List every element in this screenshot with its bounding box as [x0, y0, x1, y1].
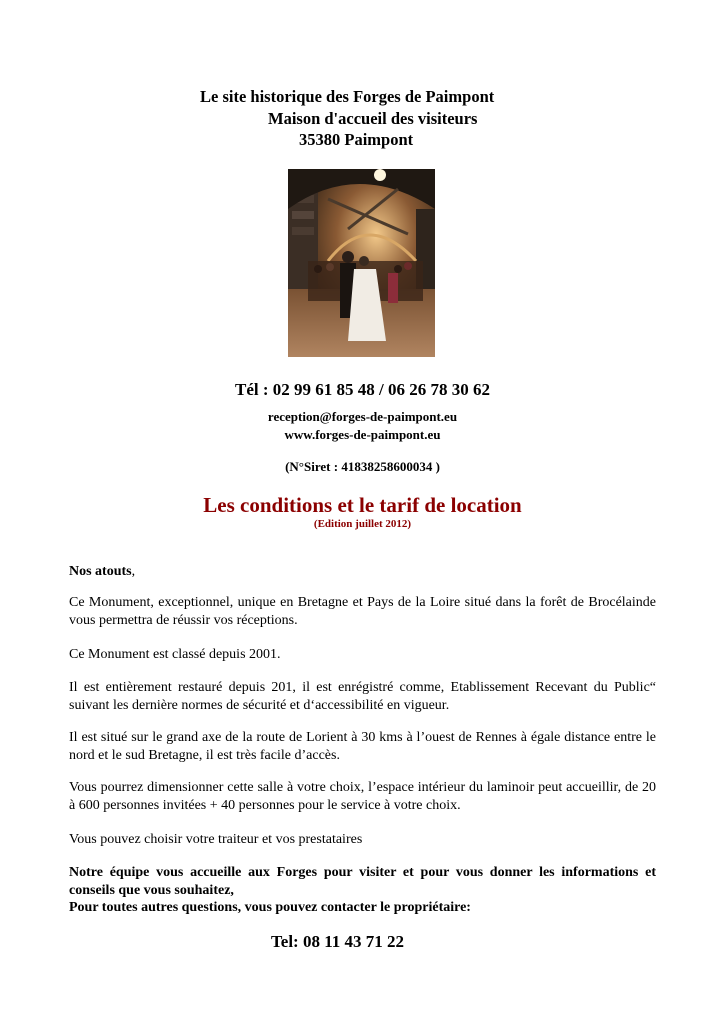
- siret-number: (N°Siret : 41838258600034 ): [285, 459, 440, 474]
- paragraph-5: Vous pourrez dimensionner cette salle à votre choix, l’espace intérieur du laminoir peut accueillir, de 20 à 600 personnes invitées + 40 personnes pour le service à votre choix.: [69, 780, 656, 813]
- contact-phone: Tél : 02 99 61 85 48 / 06 26 78 30 62: [235, 380, 490, 399]
- venue-photo: [288, 169, 435, 357]
- header-postcode: 35380 Paimpont: [299, 130, 414, 149]
- owner-phone: Tel: 08 11 43 71 22: [271, 932, 405, 951]
- edition-date: (Edition juillet 2012): [313, 518, 412, 530]
- header-subtitle: Maison d'accueil des visiteurs: [268, 109, 478, 128]
- intro-bold: Nos atouts: [69, 564, 132, 579]
- header-title: Le site historique des Forges de Paimpont: [200, 87, 495, 106]
- paragraph-8: Pour toutes autres questions, vous pouvez contacter le propriétaire:: [69, 900, 471, 915]
- paragraph-3: Il est entièrement restauré depuis 201, il est enrégistré comme, Etablissement Recevant du Public“ suivant les dernière normes de sécurité et d‘accessibilité en vigueur.: [69, 680, 656, 713]
- contact-website[interactable]: www.forges-de-paimpont.eu: [284, 427, 441, 442]
- contact-email[interactable]: reception@forges-de-paimpont.eu: [267, 409, 458, 424]
- intro-heading: [69, 563, 656, 581]
- intro-rest: ,: [131, 564, 136, 579]
- paragraph-1: Ce Monument, exceptionnel, unique en Bretagne et Pays de la Loire situé dans la forêt de Brocélainde vous permettra de réussir vos réceptions.: [69, 595, 656, 628]
- paragraph-4: Il est situé sur le grand axe de la route de Lorient à 30 kms à l’ouest de Rennes à égale distance entre le nord et le sud Bretagne, il est très facile d’accès.: [69, 730, 656, 763]
- paragraph-2: Ce Monument est classé depuis 2001.: [69, 647, 281, 662]
- page-title: Les conditions et le tarif de location: [203, 493, 522, 517]
- paragraph-7: Notre équipe vous accueille aux Forges pour visiter et pour vous donner les informations et conseils que vous souhaitez,: [69, 865, 656, 898]
- paragraph-6: Vous pouvez choisir votre traiteur et vos prestataires: [69, 832, 363, 847]
